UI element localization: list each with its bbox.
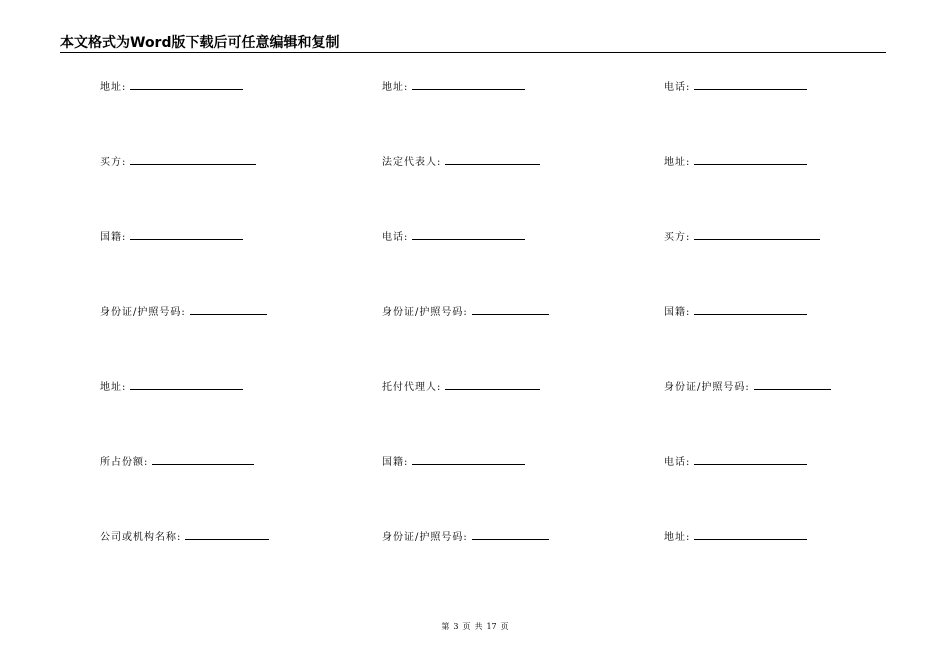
field-blank-line[interactable] (130, 229, 243, 240)
field-label: 地址: (100, 382, 127, 393)
field-blank-line[interactable] (694, 79, 807, 90)
form-field (100, 79, 243, 93)
field-label: 身份证/护照号码: (100, 307, 186, 318)
form-field (100, 454, 254, 468)
field-label: 身份证/护照号码: (382, 532, 468, 543)
field-blank-line[interactable] (694, 229, 820, 240)
field-label: 地址: (664, 532, 691, 543)
field-label: 地址: (664, 157, 691, 168)
field-label: 国籍: (664, 307, 691, 318)
field-label: 托付代理人: (382, 382, 442, 393)
field-blank-line[interactable] (130, 79, 243, 90)
page-footer (0, 622, 950, 632)
field-label: 电话: (382, 232, 409, 243)
field-blank-line[interactable] (754, 379, 831, 390)
field-blank-line[interactable] (445, 154, 540, 165)
form-field (100, 229, 243, 243)
footer-total-word: 共 (474, 622, 483, 631)
field-blank-line[interactable] (130, 379, 243, 390)
form-field (664, 154, 807, 168)
field-label: 所占份额: (100, 457, 149, 468)
field-blank-line[interactable] (472, 529, 549, 540)
form-field (382, 229, 525, 243)
footer-total-pages: 17 (486, 622, 497, 631)
form-field (664, 529, 807, 543)
form-field (664, 454, 807, 468)
form-field (100, 379, 243, 393)
field-label: 买方: (100, 157, 127, 168)
field-label: 身份证/护照号码: (664, 382, 750, 393)
field-label: 电话: (664, 82, 691, 93)
footer-suffix: 页 (500, 622, 509, 631)
field-label: 买方: (664, 232, 691, 243)
form-field (100, 304, 267, 318)
form-field (382, 454, 525, 468)
field-blank-line[interactable] (445, 379, 540, 390)
field-label: 地址: (100, 82, 127, 93)
field-blank-line[interactable] (694, 154, 807, 165)
field-label: 国籍: (382, 457, 409, 468)
field-blank-line[interactable] (412, 79, 525, 90)
field-label: 法定代表人: (382, 157, 442, 168)
header-title: 本文格式为Word版下载后可任意编辑和复制 (60, 35, 340, 51)
form-field (664, 229, 820, 243)
form-field (382, 79, 525, 93)
form-field (100, 529, 269, 543)
field-blank-line[interactable] (190, 304, 267, 315)
field-label: 身份证/护照号码: (382, 307, 468, 318)
field-blank-line[interactable] (694, 454, 807, 465)
form-field (664, 304, 807, 318)
field-label: 国籍: (100, 232, 127, 243)
form-field (382, 379, 540, 393)
form-field (382, 154, 540, 168)
field-blank-line[interactable] (412, 229, 525, 240)
field-label: 电话: (664, 457, 691, 468)
footer-current-page: 3 (453, 622, 459, 631)
field-label: 公司或机构名称: (100, 532, 182, 543)
form-field (664, 79, 807, 93)
field-blank-line[interactable] (472, 304, 549, 315)
footer-prefix: 第 (441, 622, 450, 631)
field-blank-line[interactable] (694, 304, 807, 315)
footer-page-word: 页 (462, 622, 471, 631)
form-field (382, 304, 549, 318)
form-field (100, 154, 256, 168)
field-blank-line[interactable] (412, 454, 525, 465)
field-blank-line[interactable] (130, 154, 256, 165)
field-label: 地址: (382, 82, 409, 93)
field-blank-line[interactable] (694, 529, 807, 540)
field-blank-line[interactable] (185, 529, 269, 540)
form-field (382, 529, 549, 543)
form-field (664, 379, 831, 393)
field-blank-line[interactable] (152, 454, 254, 465)
